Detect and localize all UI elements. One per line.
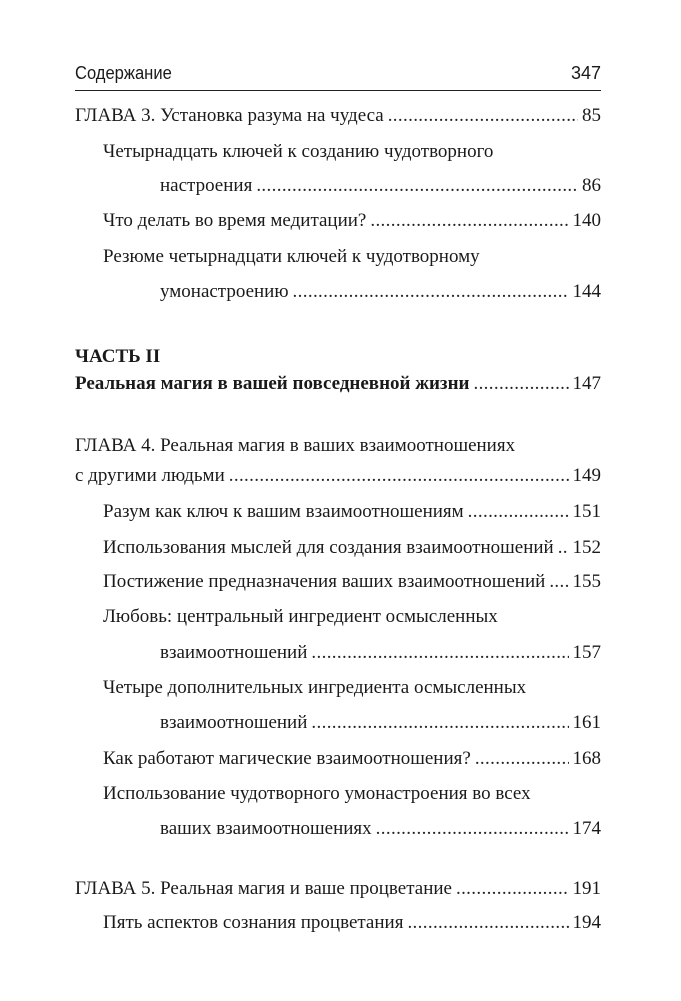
dot-leader xyxy=(407,911,568,935)
toc-entry-text-line: Четырнадцать ключей к созданию чудотворного xyxy=(103,141,494,162)
toc-entry-using-thoughts[interactable] xyxy=(103,536,601,560)
toc-entry-text: умонастроению xyxy=(160,281,289,302)
toc-entry-text: взаимоотношений xyxy=(160,712,308,733)
toc-entry-chapter-4[interactable] xyxy=(75,464,601,488)
toc-entry-mind-key[interactable] xyxy=(103,500,601,524)
dot-leader xyxy=(473,372,568,396)
toc-entry-text-line: ГЛАВА 4. Реальная магия в ваших взаимоотношениях xyxy=(75,435,516,456)
toc-entry-text: Использования мыслей для создания взаимоотношений xyxy=(103,537,554,558)
toc-entry-text: ГЛАВА 3. Установка разума на чудеса xyxy=(75,105,384,126)
toc-page-number: 140 xyxy=(572,210,601,231)
dot-leader xyxy=(311,641,568,665)
toc-entry-text-line: Четыре дополнительных ингредиента осмысленных xyxy=(103,677,527,698)
toc-entry-meditation[interactable] xyxy=(103,209,601,233)
toc-entry-text: взаимоотношений xyxy=(160,642,308,663)
dot-leader xyxy=(549,570,568,594)
dot-leader xyxy=(256,174,578,198)
toc-page-number: 149 xyxy=(572,465,601,486)
toc-entry-four-ingredients[interactable] xyxy=(160,711,601,735)
toc-page-number: 152 xyxy=(572,537,601,558)
toc-entry-chapter-5[interactable] xyxy=(75,877,601,901)
running-header xyxy=(75,62,601,91)
toc-page-number: 85 xyxy=(582,105,601,126)
toc-entry-part-2[interactable] xyxy=(75,372,601,396)
toc-entry-chapter-3[interactable] xyxy=(75,104,601,128)
toc-entry-text-line: Резюме четырнадцати ключей к чудотворному xyxy=(103,246,480,267)
toc-entry-text: с другими людьми xyxy=(75,465,225,486)
dot-leader xyxy=(558,536,569,560)
toc-entry-love[interactable] xyxy=(160,641,601,665)
toc-entry-text: Как работают магические взаимоотношения? xyxy=(103,748,471,769)
toc-page-number: 174 xyxy=(572,818,601,839)
toc-entry-miracle-mindset[interactable] xyxy=(160,817,601,841)
toc-entry-purpose[interactable] xyxy=(103,570,601,594)
dot-leader xyxy=(388,104,578,128)
toc-page-number: 151 xyxy=(572,501,601,522)
toc-entry-text: ваших взаимоотношениях xyxy=(160,818,372,839)
toc-page-number: 161 xyxy=(572,712,601,733)
toc-page-number: 86 xyxy=(582,175,601,196)
toc-page-number: 194 xyxy=(572,912,601,933)
toc-page-number: 168 xyxy=(572,748,601,769)
dot-leader xyxy=(475,747,569,771)
toc-page-number: 144 xyxy=(572,281,601,302)
toc-entry-text: Что делать во время медитации? xyxy=(103,210,367,231)
dot-leader xyxy=(229,464,569,488)
dot-leader xyxy=(370,209,568,233)
dot-leader xyxy=(293,280,569,304)
toc-page-number: 155 xyxy=(572,571,601,592)
toc-page-number: 147 xyxy=(572,373,601,394)
header-page-number: 347 xyxy=(570,63,601,83)
toc-entry-text: Реальная магия в вашей повседневной жизни xyxy=(75,373,470,394)
dot-leader xyxy=(456,877,569,901)
toc-entry-summary[interactable] xyxy=(160,280,601,304)
toc-entry-text-line: Любовь: центральный ингредиент осмысленных xyxy=(103,606,498,627)
header-title: Содержание xyxy=(75,63,172,83)
toc-entry-fourteen-keys[interactable] xyxy=(160,174,601,198)
dot-leader xyxy=(376,817,569,841)
toc-entry-text: Пять аспектов сознания процветания xyxy=(103,912,404,933)
toc-entry-text: Постижение предназначения ваших взаимоотношений xyxy=(103,571,546,592)
part-label: ЧАСТЬ II xyxy=(75,346,161,367)
toc-entry-text: ГЛАВА 5. Реальная магия и ваше процветание xyxy=(75,878,452,899)
toc-entry-text-line: Использование чудотворного умонастроения во всех xyxy=(103,783,531,804)
toc-page-number: 191 xyxy=(572,878,601,899)
toc-entry-text: Разум как ключ к вашим взаимоотношениям xyxy=(103,501,464,522)
toc-entry-text: настроения xyxy=(160,175,253,196)
toc-page-number: 157 xyxy=(572,642,601,663)
toc-entry-magic-relationships[interactable] xyxy=(103,747,601,771)
dot-leader xyxy=(311,711,568,735)
toc-entry-five-aspects[interactable] xyxy=(103,911,601,935)
dot-leader xyxy=(468,500,569,524)
